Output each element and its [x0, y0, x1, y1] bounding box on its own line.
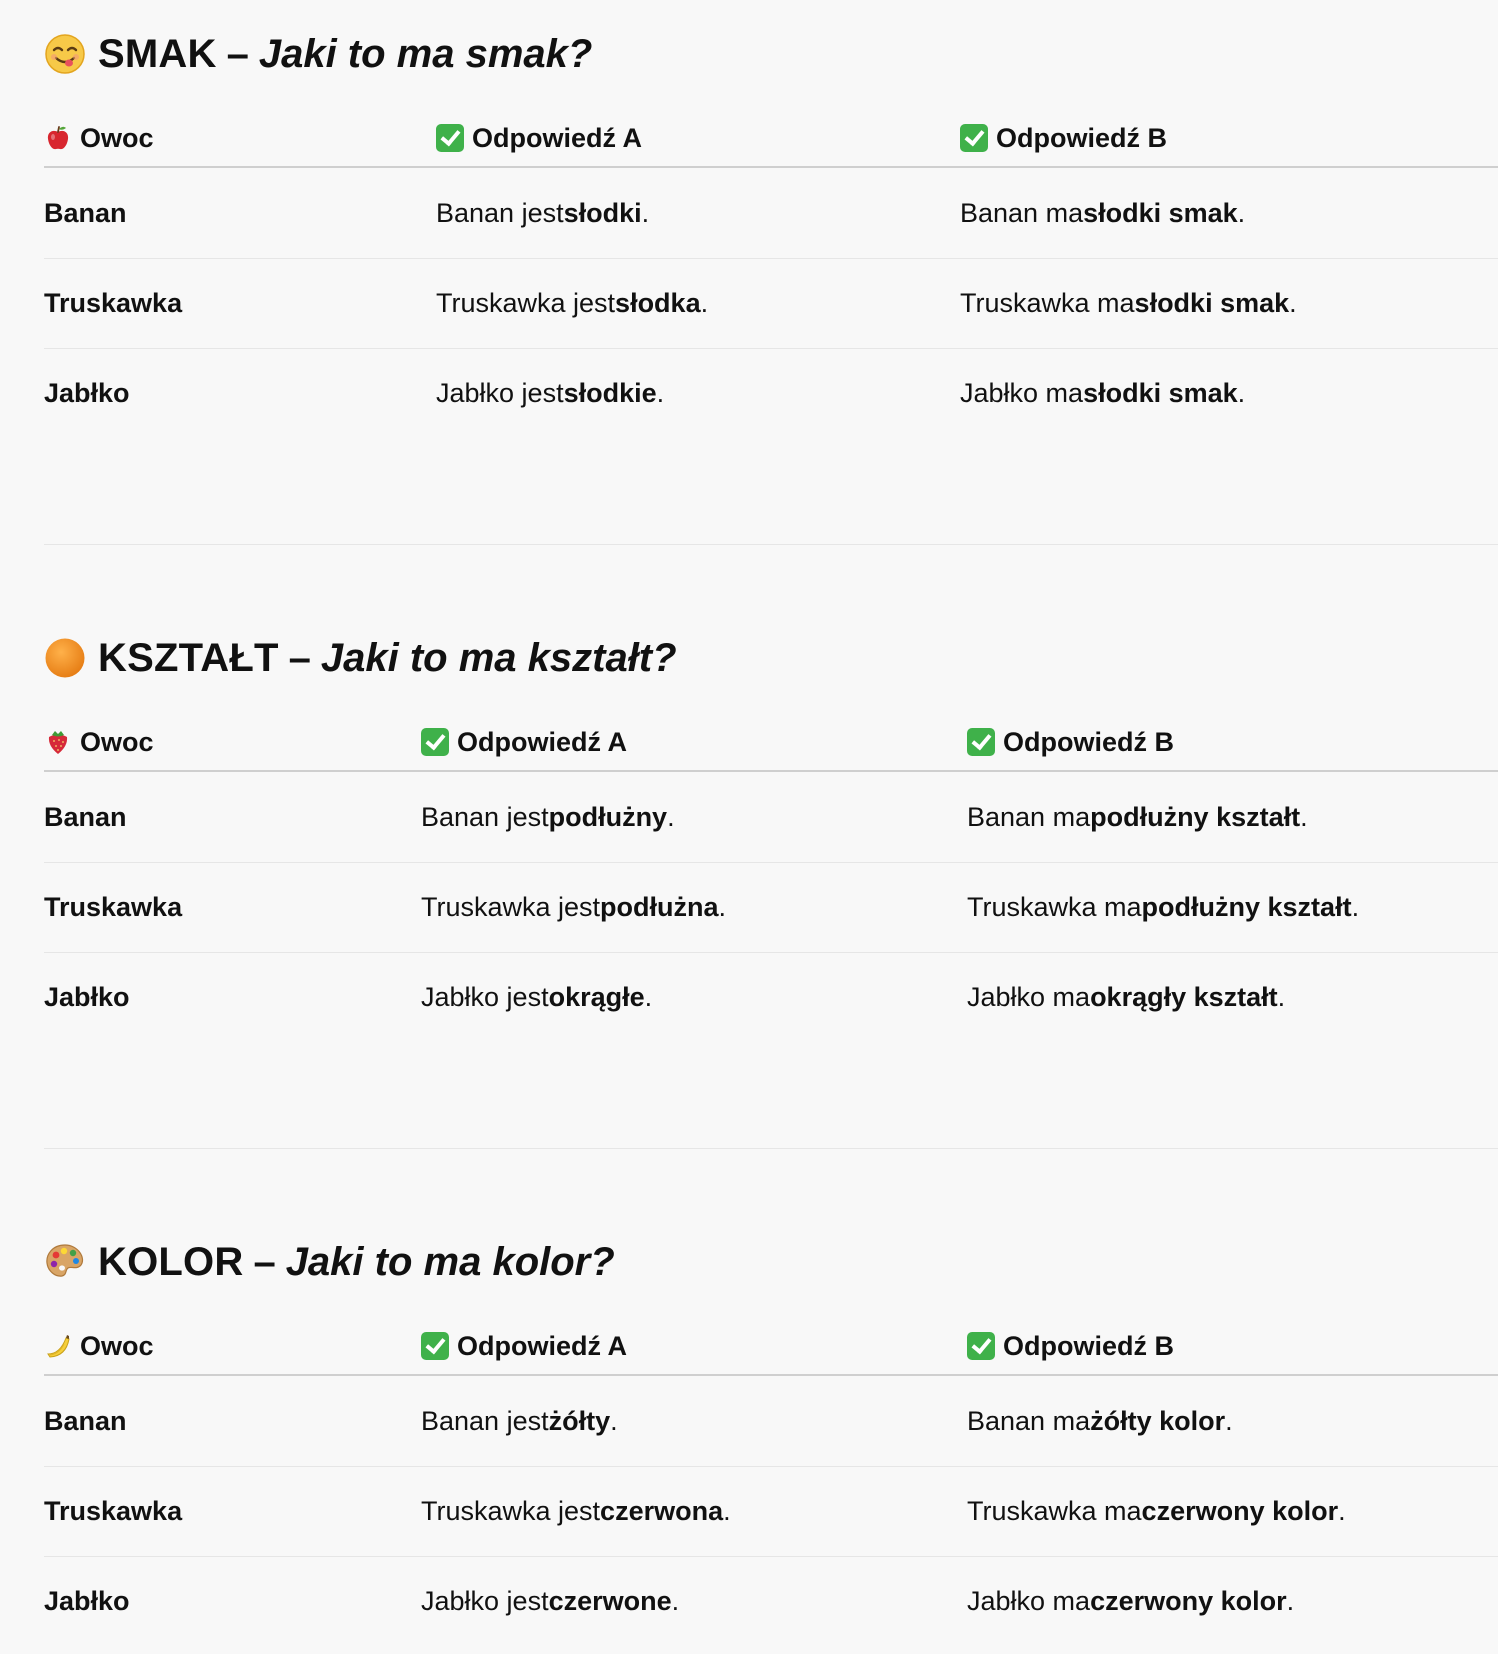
answer-a-cell: Banan jest żółty . [421, 1405, 618, 1436]
answer-a-cell: Jabłko jest czerwone . [421, 1585, 680, 1616]
column-header-answer-a [421, 714, 627, 770]
table-header [44, 714, 1498, 772]
fruit-cell: Truskawka [44, 891, 183, 922]
answer-a-cell: Truskawka jest czerwona . [421, 1495, 731, 1526]
check-mark-icon [421, 728, 449, 756]
header-label: Odpowiedź A [457, 1330, 627, 1361]
apple-icon [44, 124, 72, 152]
table-header [44, 110, 1498, 168]
check-mark-icon [967, 728, 995, 756]
fruit-cell: Banan [44, 1405, 127, 1436]
check-mark-icon [436, 124, 464, 152]
answer-a-cell: Banan jest słodki . [436, 197, 650, 228]
check-mark-icon [967, 1332, 995, 1360]
section-divider [44, 544, 1498, 545]
section-title: KOLOR [98, 1239, 244, 1284]
artist-palette-icon [44, 1241, 86, 1283]
section-title: KSZTAŁT [98, 635, 279, 680]
fruit-cell: Truskawka [44, 1495, 183, 1526]
column-header-owoc [44, 714, 154, 770]
column-header-answer-b [967, 714, 1174, 770]
banana-icon [44, 1332, 72, 1360]
table-row [44, 952, 1498, 1042]
check-mark-icon [960, 124, 988, 152]
fruit-cell: Jabłko [44, 1585, 130, 1616]
column-header-answer-b [960, 110, 1167, 166]
savoring-face-icon [44, 33, 86, 75]
header-label: Odpowiedź B [996, 122, 1167, 153]
header-label: Owoc [80, 1330, 154, 1361]
answer-a-cell: Jabłko jest okrągłe . [421, 981, 653, 1012]
answer-b-cell: Jabłko ma okrągły kształt . [967, 981, 1286, 1012]
title-dash: – [226, 31, 249, 76]
table-header [44, 1318, 1498, 1376]
answer-a-cell: Truskawka jest słodka . [436, 287, 709, 318]
table-row [44, 1556, 1498, 1646]
orange-circle-icon [44, 637, 86, 679]
fruit-cell: Jabłko [44, 377, 130, 408]
section-question: Jaki to ma kształt? [320, 635, 677, 680]
table-row [44, 168, 1498, 259]
answer-b-cell: Banan ma słodki smak . [960, 197, 1246, 228]
header-label: Odpowiedź B [1003, 1330, 1174, 1361]
section-divider [44, 1148, 1498, 1149]
section-question: Jaki to ma kolor? [285, 1239, 615, 1284]
fruit-cell: Truskawka [44, 287, 183, 318]
header-label: Odpowiedź B [1003, 726, 1174, 757]
section-question: Jaki to ma smak? [258, 31, 593, 76]
header-label: Odpowiedź A [472, 122, 642, 153]
answer-b-cell: Jabłko ma czerwony kolor . [967, 1585, 1295, 1616]
strawberry-icon [44, 728, 72, 756]
section-heading [44, 26, 592, 82]
answer-b-cell: Banan ma podłużny kształt . [967, 801, 1308, 832]
answer-b-cell: Jabłko ma słodki smak . [960, 377, 1246, 408]
column-header-answer-a [421, 1318, 627, 1374]
column-header-answer-b [967, 1318, 1174, 1374]
section-heading [44, 1234, 615, 1290]
answer-a-cell: Truskawka jest podłużna . [421, 891, 727, 922]
table-row [44, 258, 1498, 349]
column-header-owoc [44, 1318, 154, 1374]
fruit-cell: Jabłko [44, 981, 130, 1012]
fruit-cell: Banan [44, 197, 127, 228]
answer-b-cell: Truskawka ma podłużny kształt . [967, 891, 1360, 922]
title-dash: – [288, 635, 311, 680]
answer-b-cell: Truskawka ma słodki smak . [960, 287, 1297, 318]
table-row [44, 772, 1498, 863]
section-title: SMAK [98, 31, 217, 76]
title-dash: – [253, 1239, 276, 1284]
answer-b-cell: Truskawka ma czerwony kolor . [967, 1495, 1346, 1526]
answer-a-cell: Jabłko jest słodkie . [436, 377, 665, 408]
answer-b-cell: Banan ma żółty kolor . [967, 1405, 1233, 1436]
header-label: Owoc [80, 122, 154, 153]
table-row [44, 1466, 1498, 1557]
fruit-cell: Banan [44, 801, 127, 832]
header-label: Owoc [80, 726, 154, 757]
check-mark-icon [421, 1332, 449, 1360]
column-header-answer-a [436, 110, 642, 166]
column-header-owoc [44, 110, 154, 166]
table-row [44, 862, 1498, 953]
table-row [44, 348, 1498, 438]
answer-a-cell: Banan jest podłużny . [421, 801, 675, 832]
header-label: Odpowiedź A [457, 726, 627, 757]
table-row [44, 1376, 1498, 1467]
section-heading [44, 630, 677, 686]
